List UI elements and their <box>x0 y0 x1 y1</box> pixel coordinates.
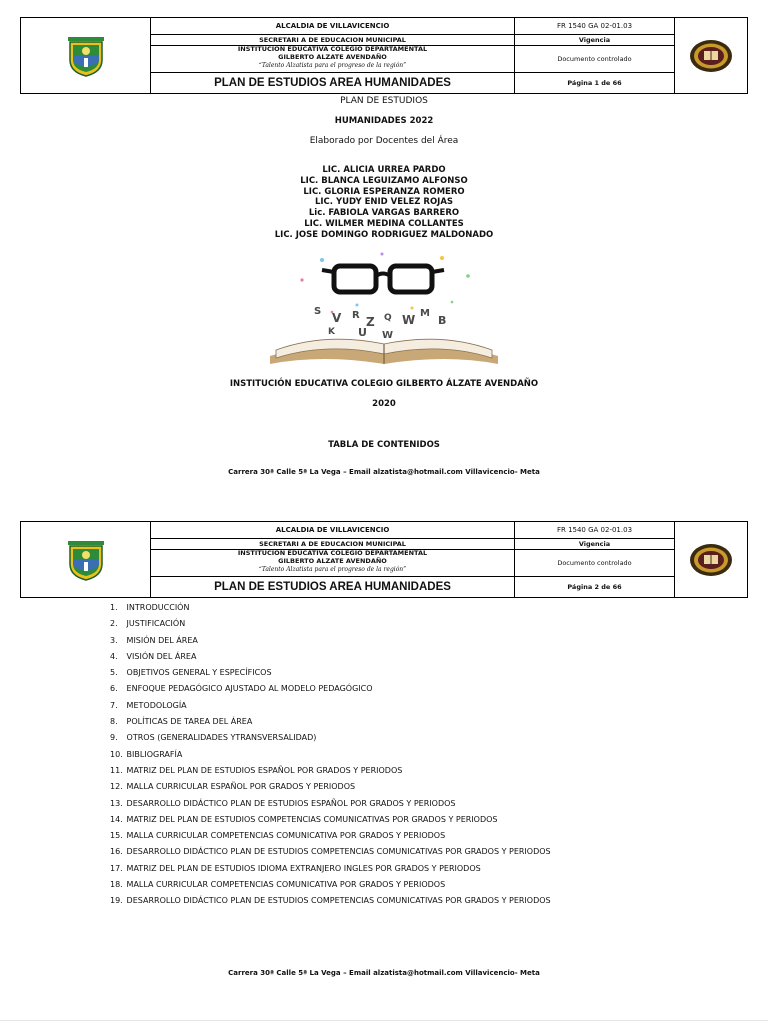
svg-text:Q: Q <box>384 313 392 323</box>
toc-number: 4. <box>110 651 118 661</box>
toc-item[interactable] <box>110 879 551 895</box>
toc-item[interactable] <box>110 732 551 748</box>
book-glasses-illustration <box>262 250 506 368</box>
toc-item[interactable] <box>110 781 551 797</box>
toc-title: POLÍTICAS DE TAREA DEL ÁREA <box>126 717 253 727</box>
toc-number: 8. <box>110 717 118 727</box>
toc-item[interactable] <box>110 863 551 879</box>
municipal-shield-logo <box>21 522 151 597</box>
plan-title: PLAN DE ESTUDIOS AREA HUMANIDADES <box>214 580 451 593</box>
toc-title: MATRIZ DEL PLAN DE ESTUDIOS COMPETENCIAS COMUNICATIVAS POR GRADOS Y PERIODOS <box>126 814 498 824</box>
toc-item[interactable] <box>110 700 551 716</box>
toc-number: 15. <box>110 831 123 841</box>
toc-item[interactable] <box>110 667 551 683</box>
toc-title: VISIÓN DEL ÁREA <box>126 651 197 661</box>
school-motto: “Talento Alzatista para el progreso de la región” <box>258 62 407 69</box>
toc-number: 13. <box>110 798 123 808</box>
document-page-1 <box>0 0 768 500</box>
school-name <box>151 45 514 73</box>
sparkles-icon <box>300 253 469 314</box>
prepared-by: Elaborado por Docentes del Área <box>309 136 459 146</box>
open-book-icon <box>270 339 498 364</box>
toc-item[interactable] <box>110 765 551 781</box>
page-number: Página 2 de 66 <box>567 582 622 591</box>
toc-title: MALLA CURRICULAR ESPAÑOL POR GRADOS Y PERIODOS <box>126 782 356 792</box>
toc-number: 7. <box>110 700 118 710</box>
municipal-shield-logo <box>21 18 151 93</box>
author-name: LIC. ALICIA URREA PARDO <box>322 165 446 175</box>
svg-text:U: U <box>358 326 367 339</box>
vigencia-label: Vigencia <box>515 34 674 46</box>
seal-icon <box>689 38 733 74</box>
toc-title: DESARROLLO DIDÁCTICO PLAN DE ESTUDIOS ESPAÑOL POR GRADOS Y PERIODOS <box>126 798 456 808</box>
letters-icon <box>314 306 446 341</box>
toc-item[interactable] <box>110 635 551 651</box>
toc-number: 2. <box>110 619 118 629</box>
svg-text:W: W <box>382 330 394 341</box>
controlled-label: Documento controlado <box>515 45 674 73</box>
author-name: LIC. BLANCA LEGUIZAMO ALFONSO <box>300 175 468 186</box>
toc-item[interactable] <box>110 749 551 765</box>
toc-number: 17. <box>110 863 123 873</box>
author-name: LIC. YUDY ENID VELEZ ROJAS <box>314 197 454 208</box>
toc-item[interactable] <box>110 830 551 846</box>
toc-number: 9. <box>110 733 118 743</box>
toc-title: DESARROLLO DIDÁCTICO PLAN DE ESTUDIOS COMPETENCIAS COMUNICATIVAS POR GRADOS Y PERIODOS <box>126 847 551 857</box>
secretary-name: SECRETARI A DE EDUCACION MUNICIPAL <box>151 538 514 550</box>
school-seal-logo <box>675 522 747 597</box>
controlled-label: Documento controlado <box>515 549 674 577</box>
toc-heading: TABLA DE CONTENIDOS <box>328 440 440 450</box>
toc-item[interactable] <box>110 846 551 862</box>
toc-number: 10. <box>110 749 123 759</box>
document-year: 2020 <box>372 399 396 409</box>
toc-number: 1. <box>110 603 118 612</box>
page-footer: Carrera 30ª Calle 5ª La Vega – Email alzatista@hotmail.com Villavicencio- Meta <box>228 969 540 977</box>
toc-title: DESARROLLO DIDÁCTICO PLAN DE ESTUDIOS COMPETENCIAS COMUNICATIVAS POR GRADOS Y PERIODOS <box>126 896 551 906</box>
plan-title: PLAN DE ESTUDIOS AREA HUMANIDADES <box>214 76 451 89</box>
toc-number: 5. <box>110 668 118 678</box>
document-header <box>20 17 748 94</box>
school-seal-logo <box>675 18 747 93</box>
entity-name: ALCALDIA DE VILLAVICENCIO <box>151 522 514 539</box>
toc-title: ENFOQUE PEDAGÓGICO AJUSTADO AL MODELO PEDAGÓGICO <box>126 684 373 694</box>
secretary-name: SECRETARI A DE EDUCACION MUNICIPAL <box>151 34 514 46</box>
institution-name: INSTITUCIÓN EDUCATIVA COLEGIO GILBERTO ÁLZATE AVENDAÑO <box>229 379 539 389</box>
document-subtitle: PLAN DE ESTUDIOS <box>340 96 428 106</box>
toc-number: 6. <box>110 684 118 694</box>
school-line-2: GILBERTO ALZATE AVENDAÑO <box>278 557 387 565</box>
svg-text:R: R <box>352 310 360 321</box>
glasses-icon <box>322 266 444 292</box>
toc-title: MALLA CURRICULAR COMPETENCIAS COMUNICATIVA POR GRADOS Y PERIODOS <box>126 831 446 841</box>
toc-number: 3. <box>110 635 118 645</box>
toc-number: 12. <box>110 782 123 792</box>
school-line-1: INSTITUCION EDUCATIVA COLEGIO DEPARTAMENTAL <box>237 549 428 557</box>
school-line-2: GILBERTO ALZATE AVENDAÑO <box>278 53 387 61</box>
toc-title: MISIÓN DEL ÁREA <box>126 635 198 645</box>
toc-item[interactable] <box>110 798 551 814</box>
document-code: FR 1540 GA 02-01.03 <box>515 18 674 35</box>
toc-item[interactable] <box>110 618 551 634</box>
table-of-contents <box>110 602 551 912</box>
toc-title: METODOLOGÍA <box>126 700 187 710</box>
document-header <box>20 521 748 598</box>
svg-text:V: V <box>332 311 342 325</box>
shield-icon <box>64 538 108 582</box>
toc-number: 16. <box>110 847 123 857</box>
author-name: LIC. GLORIA ESPERANZA ROMERO <box>303 186 465 197</box>
toc-title: OTROS (GENERALIDADES YTRANSVERSALIDAD) <box>126 733 317 743</box>
svg-text:K: K <box>328 327 335 337</box>
toc-item[interactable] <box>110 814 551 830</box>
toc-number: 11. <box>110 765 123 775</box>
seal-icon <box>689 542 733 578</box>
toc-item[interactable] <box>110 895 551 911</box>
entity-name: ALCALDIA DE VILLAVICENCIO <box>151 18 514 35</box>
toc-title: MATRIZ DEL PLAN DE ESTUDIOS ESPAÑOL POR GRADOS Y PERIODOS <box>126 765 403 775</box>
toc-number: 19. <box>110 896 123 906</box>
toc-item[interactable] <box>110 651 551 667</box>
school-name <box>151 549 514 577</box>
author-name: LIC. WILMER MEDINA COLLANTES <box>304 218 464 229</box>
toc-title: OBJETIVOS GENERAL Y ESPECÍFICOS <box>126 668 272 678</box>
toc-number: 18. <box>110 880 123 890</box>
area-year-title: HUMANIDADES 2022 <box>334 116 434 126</box>
toc-title: MATRIZ DEL PLAN DE ESTUDIOS IDIOMA EXTRANJERO INGLES POR GRADOS Y PERIODOS <box>126 863 481 873</box>
page-footer: Carrera 30ª Calle 5ª La Vega – Email alzatista@hotmail.com Villavicencio- Meta <box>228 468 540 476</box>
author-name: LIC. JOSE DOMINGO RODRIGUEZ MALDONADO <box>274 229 494 240</box>
svg-text:W: W <box>402 313 416 327</box>
toc-item[interactable] <box>110 716 551 732</box>
author-name: Lic. FABIOLA VARGAS BARRERO <box>308 208 460 219</box>
toc-title: BIBLIOGRAFÍA <box>126 749 183 759</box>
document-code: FR 1540 GA 02-01.03 <box>515 522 674 539</box>
toc-number: 14. <box>110 814 123 824</box>
svg-text:B: B <box>438 314 447 327</box>
svg-text:Z: Z <box>366 315 375 329</box>
toc-title: INTRODUCCIÓN <box>126 603 190 612</box>
toc-item[interactable] <box>110 683 551 699</box>
page-number: Página 1 de 66 <box>567 78 622 87</box>
toc-item[interactable] <box>110 602 551 618</box>
svg-text:M: M <box>420 308 430 319</box>
toc-title: JUSTIFICACIÓN <box>126 619 186 629</box>
svg-text:S: S <box>314 306 322 317</box>
authors-list <box>0 165 768 241</box>
page-divider <box>0 1020 768 1021</box>
shield-icon <box>64 34 108 78</box>
school-motto: “Talento Alzatista para el progreso de la región” <box>258 566 407 573</box>
toc-title: MALLA CURRICULAR COMPETENCIAS COMUNICATIVA POR GRADOS Y PERIODOS <box>126 880 446 890</box>
vigencia-label: Vigencia <box>515 538 674 550</box>
school-line-1: INSTITUCION EDUCATIVA COLEGIO DEPARTAMENTAL <box>237 45 428 53</box>
